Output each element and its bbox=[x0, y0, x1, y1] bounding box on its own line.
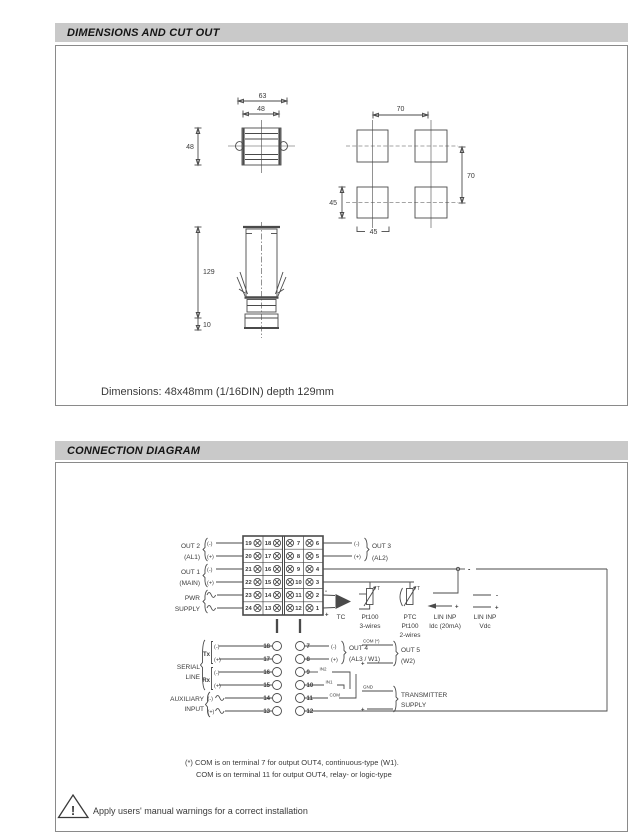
dim-label-cutout-w: 45 bbox=[369, 229, 378, 236]
section-header-dimensions bbox=[55, 23, 628, 42]
tc-minus: - bbox=[325, 589, 327, 595]
terminal-number: 13 bbox=[264, 606, 272, 612]
terminal-number: 13 bbox=[263, 709, 270, 715]
side-view bbox=[195, 222, 287, 338]
label-out2-sub: (AL1) bbox=[184, 554, 200, 561]
ac-squiggle bbox=[216, 696, 225, 701]
polarity-plus: (+) bbox=[207, 709, 215, 716]
dim-label-cutout-h: 45 bbox=[329, 200, 337, 207]
label-lin-inp-vdc: LIN INP bbox=[473, 614, 497, 621]
label-ptc-wires: 2-wires bbox=[399, 632, 421, 639]
lin-inp-vdc-symbol bbox=[473, 594, 499, 631]
polarity-minus: (-) bbox=[207, 567, 213, 574]
terminal-number: 11 bbox=[295, 593, 302, 599]
label-out1-sub: (MAIN) bbox=[179, 580, 200, 587]
label-aux: AUXILIARY bbox=[170, 696, 204, 703]
label-out3-sub: (AL2) bbox=[372, 555, 388, 562]
terminal-number: 3 bbox=[315, 580, 320, 586]
dimensions-figure bbox=[56, 46, 627, 403]
label-out3: OUT 3 bbox=[372, 543, 392, 550]
polarity-plus: (+) bbox=[214, 657, 221, 664]
terminal-number: 8 bbox=[296, 554, 301, 560]
dim-label-pitch-h: 70 bbox=[396, 106, 405, 113]
terminal-number: 23 bbox=[245, 593, 252, 599]
dim-label-pitch-v: 70 bbox=[467, 173, 475, 180]
terminal-number: 20 bbox=[245, 554, 252, 560]
terminal-number: 11 bbox=[306, 696, 313, 702]
terminal-number: 15 bbox=[264, 580, 272, 586]
connection-figure bbox=[56, 464, 627, 829]
label-out2: OUT 2 bbox=[180, 543, 200, 550]
label-out5: OUT 5 bbox=[401, 647, 421, 654]
label-out5-com: COM (*) bbox=[363, 638, 380, 644]
warning bbox=[59, 795, 308, 818]
pt100-t-mark: T bbox=[377, 586, 381, 592]
serial-aux-wires bbox=[201, 640, 273, 717]
front-view bbox=[195, 98, 296, 174]
idc-plus: + bbox=[455, 604, 459, 611]
dimensions-caption: Dimensions: 48x48mm (1/16DIN) depth 129mm bbox=[101, 386, 334, 398]
cutout-pattern bbox=[339, 112, 466, 233]
terminal-number: 2 bbox=[315, 593, 320, 599]
terminal-number: 21 bbox=[245, 567, 252, 573]
terminal-number: 8 bbox=[306, 657, 310, 663]
lin-inp-idc-symbol bbox=[428, 571, 461, 631]
terminal-number: 17 bbox=[263, 657, 270, 663]
terminal-block bbox=[243, 536, 323, 615]
out5-plus: + bbox=[361, 661, 365, 668]
label-pt100: Pt100 bbox=[361, 614, 379, 621]
label-rx: Rx bbox=[202, 678, 210, 684]
terminal-number: 10 bbox=[306, 683, 314, 689]
polarity-plus: (+) bbox=[214, 683, 221, 690]
label-transmitter: TRANSMITTER bbox=[401, 692, 448, 699]
terminal-number: 16 bbox=[263, 670, 270, 676]
ac-squiggle bbox=[207, 593, 216, 598]
warning-text: Apply users' manual warnings for a correct installation bbox=[93, 806, 308, 816]
dim-label-bezel-width: 63 bbox=[258, 93, 267, 100]
terminal-number: 24 bbox=[245, 606, 252, 612]
label-out4-sub: (AL3 / W1) bbox=[349, 656, 381, 663]
terminal-number: 10 bbox=[295, 580, 302, 586]
label-in1: IN1 bbox=[325, 679, 333, 685]
footnote-line1: (*) COM is on terminal 7 for output OUT4, continuous-type (W1). bbox=[185, 758, 399, 767]
terminal-number: 16 bbox=[264, 567, 272, 573]
rail-minus: - bbox=[468, 566, 471, 574]
transmitter-plus: + bbox=[361, 707, 365, 714]
terminal-number: 17 bbox=[264, 554, 272, 560]
terminal-number: 19 bbox=[245, 541, 252, 547]
label-gnd: GND bbox=[363, 684, 373, 690]
section-header-connection bbox=[55, 441, 628, 460]
polarity-minus: (-) bbox=[207, 541, 213, 548]
polarity-minus: (-) bbox=[214, 644, 220, 651]
section-title-dimensions: DIMENSIONS AND CUT OUT bbox=[67, 26, 220, 39]
label-tc: TC bbox=[336, 614, 346, 621]
ptc-t-mark: T bbox=[417, 586, 421, 592]
left-wires bbox=[203, 538, 243, 613]
terminal-number: 14 bbox=[264, 593, 272, 599]
label-out4: OUT 4 bbox=[349, 645, 369, 652]
ptc-symbol bbox=[400, 582, 422, 639]
terminal-number: 15 bbox=[263, 683, 270, 689]
polarity-plus: (+) bbox=[331, 657, 338, 664]
section-title-connection: CONNECTION DIAGRAM bbox=[67, 444, 201, 457]
label-out1: OUT 1 bbox=[180, 569, 200, 576]
polarity-minus: (-) bbox=[331, 644, 337, 651]
terminal-number: 1 bbox=[315, 606, 320, 612]
terminal-number: 22 bbox=[245, 580, 252, 586]
label-pt100-wires: 3-wires bbox=[359, 623, 381, 630]
dim-label-front: 10 bbox=[203, 322, 211, 329]
terminal-number: 18 bbox=[264, 541, 272, 547]
tc-plus: + bbox=[325, 612, 329, 619]
label-pwr-supply: SUPPLY bbox=[174, 606, 200, 613]
terminal-number: 7 bbox=[296, 541, 301, 547]
pt100-symbol bbox=[359, 582, 381, 630]
label-ptc: PTC bbox=[403, 614, 417, 621]
label-aux-input: INPUT bbox=[184, 706, 204, 713]
polarity-plus: (+) bbox=[207, 554, 214, 561]
terminal-number: 12 bbox=[295, 606, 302, 612]
terminal-number: 6 bbox=[315, 541, 320, 547]
label-pwr: PWR bbox=[184, 595, 200, 602]
label-ptc-pt100: Pt100 bbox=[401, 623, 419, 630]
terminal-number: 18 bbox=[263, 644, 270, 650]
terminal-number: 4 bbox=[315, 567, 320, 573]
polarity-minus: (-) bbox=[207, 696, 213, 703]
terminal-number: 9 bbox=[306, 670, 310, 676]
label-idc-range: Idc (20mA) bbox=[429, 623, 461, 630]
terminal-number: 9 bbox=[296, 567, 301, 573]
terminal-number: 7 bbox=[306, 644, 310, 650]
ac-squiggle bbox=[216, 709, 225, 714]
label-com: COM bbox=[329, 692, 340, 698]
terminal-number: 12 bbox=[306, 709, 314, 715]
terminal-number: 5 bbox=[315, 554, 320, 560]
lower-connector bbox=[273, 642, 305, 716]
warning-exclamation: ! bbox=[70, 803, 76, 818]
vdc-plus: + bbox=[495, 605, 499, 612]
label-vdc: Vdc bbox=[479, 623, 491, 630]
polarity-plus: (+) bbox=[207, 580, 214, 587]
label-serial-line: LINE bbox=[185, 674, 200, 681]
vdc-minus: - bbox=[496, 593, 498, 600]
terminal-number: 14 bbox=[263, 696, 270, 702]
polarity-minus: (-) bbox=[354, 541, 360, 548]
label-lin-inp-idc: LIN INP bbox=[433, 614, 457, 621]
polarity-plus: (+) bbox=[354, 554, 361, 561]
ac-squiggle bbox=[207, 606, 216, 611]
label-serial: SERIAL bbox=[176, 664, 200, 671]
polarity-minus: (-) bbox=[214, 670, 220, 677]
label-tx: Tx bbox=[202, 652, 210, 658]
label-out5-sub: (W2) bbox=[401, 658, 416, 665]
dim-label-depth: 129 bbox=[203, 269, 215, 276]
label-in2: IN2 bbox=[319, 666, 327, 672]
lower-terminal-numbers bbox=[263, 644, 314, 715]
footnote-line2: COM is on terminal 11 for output OUT4, relay- or logic-type bbox=[196, 770, 392, 779]
connector-bars bbox=[277, 619, 300, 633]
dim-label-panel-height: 48 bbox=[186, 144, 194, 151]
label-transmitter-supply: SUPPLY bbox=[401, 702, 427, 709]
tc-symbol bbox=[323, 589, 351, 621]
dim-label-panel-width: 48 bbox=[257, 106, 265, 113]
